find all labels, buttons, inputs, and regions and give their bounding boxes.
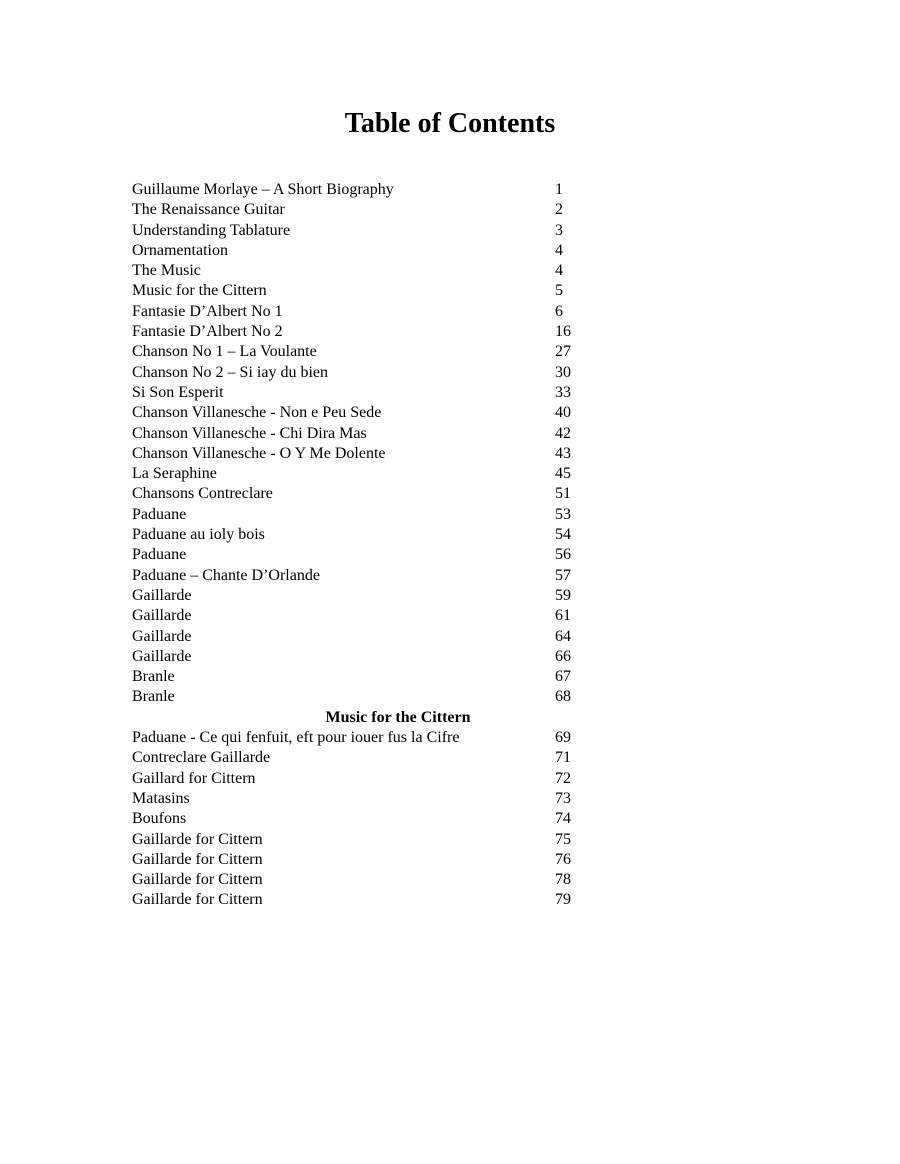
toc-entry xyxy=(132,383,592,403)
toc-entry xyxy=(132,830,592,850)
toc-entry-title: Gaillarde xyxy=(132,607,192,625)
toc-entry-title: Fantasie D’Albert No 2 xyxy=(132,323,283,341)
toc-entry-title: Gaillarde xyxy=(132,647,192,665)
toc-entry xyxy=(132,566,592,586)
section-heading: Music for the Cittern xyxy=(325,708,471,726)
toc-entry-title: Boufons xyxy=(132,810,187,828)
toc-entry xyxy=(132,789,592,809)
toc-entry-title: Guillaume Morlaye – A Short Biography xyxy=(132,181,394,198)
toc-entry-page: 30 xyxy=(555,363,571,381)
toc-entry-page: 73 xyxy=(555,789,571,807)
toc-entry-page: 72 xyxy=(555,769,571,787)
toc-entry-title: Ornamentation xyxy=(132,241,228,259)
toc-entry-page: 51 xyxy=(555,485,571,503)
toc-entry-title: Chanson Villanesche - Non e Peu Sede xyxy=(132,404,382,422)
toc-entry-page: 1 xyxy=(555,181,563,198)
toc-entry xyxy=(132,464,592,484)
toc-entry xyxy=(132,667,592,687)
toc-entry xyxy=(132,200,592,220)
toc-entry-page: 27 xyxy=(555,343,571,361)
page-title: Table of Contents xyxy=(344,108,556,139)
toc-entry-title: Understanding Tablature xyxy=(132,221,291,239)
toc-entry-title: Gaillarde for Cittern xyxy=(132,830,263,848)
toc-entry-title: Music for the Cittern xyxy=(132,282,267,300)
toc-entry xyxy=(132,241,592,261)
toc-entry xyxy=(132,403,592,423)
toc-entry-page: 74 xyxy=(555,810,571,828)
toc-entry-title: Paduane au ioly bois xyxy=(132,526,265,544)
toc-entry-page: 57 xyxy=(555,566,571,584)
toc-entry-title: Paduane – Chante D’Orlande xyxy=(132,566,320,584)
toc-entry-page: 68 xyxy=(555,688,571,706)
toc-entry xyxy=(132,809,592,829)
toc-entry xyxy=(132,221,592,241)
toc-entry-page: 71 xyxy=(555,749,571,767)
toc-entry-title: Chanson Villanesche - O Y Me Dolente xyxy=(132,444,386,462)
toc-entry xyxy=(132,261,592,281)
toc-entry-title: Gaillarde for Cittern xyxy=(132,891,263,909)
toc-entry-title: Paduane xyxy=(132,505,187,523)
toc-entry-title: Branle xyxy=(132,668,175,686)
toc-entry-page: 5 xyxy=(555,282,563,300)
toc-entry xyxy=(132,545,592,565)
toc-entry xyxy=(132,769,592,789)
toc-entry xyxy=(132,444,592,464)
toc-entry xyxy=(132,322,592,342)
toc-entry xyxy=(132,424,592,444)
toc-entry-title: Gaillarde xyxy=(132,627,192,645)
toc-entry-title: Gaillarde xyxy=(132,586,192,604)
toc-entry xyxy=(132,728,592,748)
toc-entry xyxy=(132,647,592,667)
toc-entry-title: Branle xyxy=(132,688,175,706)
toc-entry-page: 67 xyxy=(555,668,571,686)
table-of-contents xyxy=(132,180,592,911)
toc-entry-page: 42 xyxy=(555,424,571,442)
toc-entry xyxy=(132,627,592,647)
toc-entry-title: Chanson No 2 – Si iay du bien xyxy=(132,363,328,381)
toc-entry xyxy=(132,748,592,768)
toc-entry-page: 59 xyxy=(555,586,571,604)
toc-entry-page: 45 xyxy=(555,465,571,483)
toc-entry xyxy=(132,484,592,504)
toc-entry xyxy=(132,505,592,525)
toc-entry-title: Gaillard for Cittern xyxy=(132,769,256,787)
toc-entry-page: 4 xyxy=(555,262,563,280)
toc-entry-page: 64 xyxy=(555,627,571,645)
toc-entry-title: Gaillarde for Cittern xyxy=(132,850,263,868)
toc-entry-page: 78 xyxy=(555,871,571,889)
toc-entry xyxy=(132,606,592,626)
toc-entry xyxy=(132,586,592,606)
toc-entry xyxy=(132,890,592,910)
toc-entry-title: The Renaissance Guitar xyxy=(132,201,285,219)
toc-entry xyxy=(132,850,592,870)
toc-entry-title: Chanson Villanesche - Chi Dira Mas xyxy=(132,424,367,442)
toc-entry-page: 54 xyxy=(555,526,571,544)
toc-entry-page: 6 xyxy=(555,302,563,320)
toc-entry-page: 69 xyxy=(555,729,571,747)
toc-entry xyxy=(132,281,592,301)
toc-entry-title: Chanson No 1 – La Voulante xyxy=(132,343,317,361)
toc-entry-title: Contreclare Gaillarde xyxy=(132,749,271,767)
toc-entry xyxy=(132,302,592,322)
toc-entry-page: 3 xyxy=(555,221,563,239)
toc-entry-page: 66 xyxy=(555,647,571,665)
toc-entry-title: The Music xyxy=(132,262,201,280)
toc-entry-page: 56 xyxy=(555,546,571,564)
toc-entry-title: Si Son Esperit xyxy=(132,383,224,401)
toc-entry-page: 2 xyxy=(555,201,563,219)
toc-entry-page: 4 xyxy=(555,241,563,259)
toc-entry xyxy=(132,180,592,200)
toc-entry-title: Paduane - Ce qui fenfuit, eft pour iouer fus la Cifre xyxy=(132,729,460,747)
toc-entry xyxy=(132,687,592,707)
toc-entry-title: La Seraphine xyxy=(132,465,217,483)
toc-entry-page: 75 xyxy=(555,830,571,848)
toc-entry-title: Paduane xyxy=(132,546,187,564)
toc-entry-page: 40 xyxy=(555,404,571,422)
toc-entry-page: 53 xyxy=(555,505,571,523)
toc-entry xyxy=(132,363,592,383)
toc-entry-title: Chansons Contreclare xyxy=(132,485,273,503)
toc-entry xyxy=(132,870,592,890)
toc-entry xyxy=(132,525,592,545)
toc-entry-page: 16 xyxy=(555,323,571,341)
toc-entry-title: Fantasie D’Albert No 1 xyxy=(132,302,283,320)
toc-entry-page: 61 xyxy=(555,607,571,625)
toc-entry-title: Gaillarde for Cittern xyxy=(132,871,263,889)
toc-entry-page: 79 xyxy=(555,891,571,909)
toc-entry xyxy=(132,342,592,362)
toc-entry-page: 33 xyxy=(555,383,571,401)
toc-entry-page: 76 xyxy=(555,850,571,868)
toc-entry-page: 43 xyxy=(555,444,571,462)
toc-entry-title: Matasins xyxy=(132,789,190,807)
